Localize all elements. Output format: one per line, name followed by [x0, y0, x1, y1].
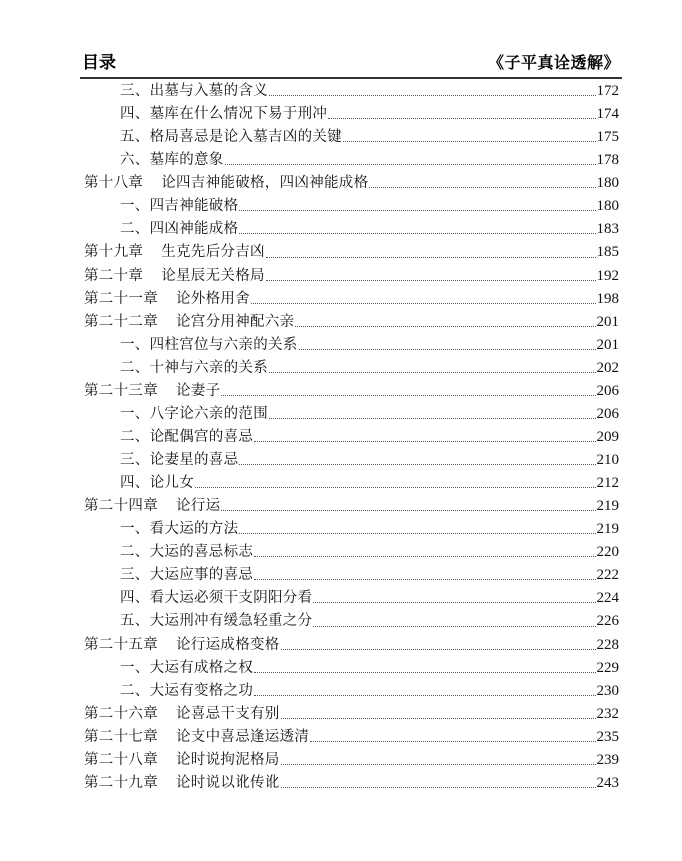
- page-number: 172: [596, 83, 619, 100]
- page-number: 175: [596, 129, 619, 146]
- dot-leader: [295, 325, 595, 327]
- chapter-title: 论时说以讹传讹: [176, 774, 280, 791]
- toc-section-entry[interactable]: [84, 126, 619, 149]
- page-number: 243: [596, 774, 619, 791]
- chapter-number: 第十九章: [84, 244, 144, 261]
- chapter-title: 论时说拘泥格局: [176, 751, 280, 768]
- toc-section-entry[interactable]: [84, 518, 619, 541]
- toc-entry-label: [84, 311, 294, 334]
- toc-section-entry[interactable]: [84, 472, 619, 495]
- toc-section-entry[interactable]: [84, 587, 619, 610]
- page-number: 183: [596, 221, 619, 238]
- page-number: 192: [596, 267, 619, 284]
- toc-chapter-entry[interactable]: [84, 265, 619, 288]
- dot-leader: [266, 256, 596, 258]
- toc-chapter-entry[interactable]: [84, 634, 619, 657]
- chapter-number: 第二十九章: [84, 774, 158, 791]
- dot-leader: [343, 140, 596, 142]
- page-number: 220: [596, 544, 619, 561]
- page-number: 201: [596, 313, 619, 330]
- dot-leader: [254, 694, 595, 696]
- chapter-number: 第十八章: [84, 175, 144, 192]
- dot-leader: [239, 532, 595, 534]
- toc-entry-label: 二、十神与六亲的关系: [120, 359, 268, 376]
- chapter-number: 第二十二章: [84, 313, 158, 330]
- chapter-title: 生克先后分吉凶: [161, 244, 265, 261]
- dot-leader: [310, 740, 595, 742]
- toc-section-entry[interactable]: [84, 334, 619, 357]
- toc-entry-label: [84, 288, 250, 311]
- chapter-title: 论外格用舍: [176, 290, 250, 307]
- toc-section-entry[interactable]: [84, 357, 619, 380]
- toc-entry-label: 二、大运有变格之功: [120, 682, 254, 699]
- toc-entry-label: 二、四凶神能成格: [120, 221, 239, 238]
- page-number: 178: [596, 152, 619, 169]
- dot-leader: [269, 371, 596, 373]
- toc-entry-label: 四、看大运必须干支阴阳分看: [120, 590, 313, 607]
- dot-leader: [254, 578, 595, 580]
- chapter-number: 第二十五章: [84, 636, 158, 653]
- chapter-title: 论宫分用神配六亲: [176, 313, 295, 330]
- toc-chapter-entry[interactable]: [84, 772, 619, 795]
- page-number: 202: [596, 359, 619, 376]
- toc-entry-label: [84, 703, 280, 726]
- chapter-title: 论行运成格变格: [176, 636, 280, 653]
- toc-entry-label: [84, 749, 280, 772]
- toc-entry-label: 三、出墓与入墓的含义: [120, 83, 268, 100]
- toc-entry-label: [84, 495, 220, 518]
- toc-section-entry[interactable]: [84, 149, 619, 172]
- page-number: 180: [596, 198, 619, 215]
- page-number: 232: [596, 705, 619, 722]
- page-number: 229: [596, 659, 619, 676]
- toc-entry-label: 一、大运有成格之权: [120, 659, 254, 676]
- chapter-number: 第二十三章: [84, 382, 158, 399]
- chapter-title: 论妻子: [176, 382, 221, 399]
- dot-leader: [221, 509, 595, 511]
- toc-chapter-entry[interactable]: [84, 703, 619, 726]
- page-number: 174: [596, 106, 619, 123]
- dot-leader: [299, 348, 596, 350]
- dot-leader: [269, 417, 596, 419]
- toc-entry-label: 五、格局喜忌是论入墓吉凶的关键: [120, 129, 342, 146]
- toc-section-entry[interactable]: [84, 195, 619, 218]
- toc-section-entry[interactable]: [84, 103, 619, 126]
- toc-section-entry[interactable]: [84, 426, 619, 449]
- dot-leader: [269, 94, 596, 96]
- chapter-title: 论支中喜忌逢运透清: [176, 728, 310, 745]
- page-number: 212: [596, 475, 619, 492]
- page-number: 226: [596, 613, 619, 630]
- dot-leader: [221, 394, 595, 396]
- toc-section-entry[interactable]: [84, 680, 619, 703]
- dot-leader: [313, 601, 595, 603]
- dot-leader: [369, 186, 595, 188]
- toc-entry-label: [84, 380, 220, 403]
- page-header: [82, 52, 620, 76]
- page-number: 228: [596, 636, 619, 653]
- toc-section-entry[interactable]: [84, 564, 619, 587]
- chapter-title: 论行运: [176, 498, 221, 515]
- chapter-number: 第二十章: [84, 267, 144, 284]
- page-number: 185: [596, 244, 619, 261]
- toc-entry-label: 六、墓库的意象: [120, 152, 224, 169]
- dot-leader: [281, 648, 596, 650]
- header-rule: [80, 77, 622, 79]
- dot-leader: [254, 671, 595, 673]
- chapter-number: 第二十八章: [84, 751, 158, 768]
- toc-chapter-entry[interactable]: [84, 311, 619, 334]
- chapter-number: 第二十七章: [84, 728, 158, 745]
- page-number: 198: [596, 290, 619, 307]
- toc-chapter-entry[interactable]: [84, 749, 619, 772]
- toc-section-entry[interactable]: [84, 218, 619, 241]
- toc-entry-label: 三、论妻星的喜忌: [120, 452, 239, 469]
- toc-entry-label: 二、论配偶宫的喜忌: [120, 428, 254, 445]
- dot-leader: [313, 625, 595, 627]
- dot-leader: [281, 786, 596, 788]
- chapter-title: 论星辰无关格局: [161, 267, 265, 284]
- toc-section-entry[interactable]: [84, 403, 619, 426]
- page-number: 222: [596, 567, 619, 584]
- page-number: 219: [596, 498, 619, 515]
- page-number: 235: [596, 728, 619, 745]
- toc-section-entry[interactable]: [84, 541, 619, 564]
- page-number: 230: [596, 682, 619, 699]
- toc-entry-label: [84, 241, 265, 264]
- dot-leader: [254, 440, 595, 442]
- toc-chapter-entry[interactable]: [84, 380, 619, 403]
- page-number: 180: [596, 175, 619, 192]
- chapter-title: 论四吉神能破格，四凶神能成格: [161, 175, 369, 192]
- page-number: 219: [596, 521, 619, 538]
- toc-entry-label: [84, 265, 265, 288]
- toc-chapter-entry[interactable]: [84, 495, 619, 518]
- chapter-title: 论喜忌干支有别: [176, 705, 280, 722]
- book-title: 《子平真诠透解》: [487, 53, 620, 72]
- dot-leader: [254, 555, 595, 557]
- chapter-number: 第二十四章: [84, 498, 158, 515]
- dot-leader: [266, 279, 596, 281]
- toc-entry-label: 四、论儿女: [120, 475, 194, 492]
- dot-leader: [281, 717, 596, 719]
- page-number: 201: [596, 336, 619, 353]
- toc-entry-label: 三、大运应事的喜忌: [120, 567, 254, 584]
- dot-leader: [239, 209, 595, 211]
- toc-entry-label: [84, 726, 309, 749]
- toc-section-entry[interactable]: [84, 449, 619, 472]
- dot-leader: [239, 463, 595, 465]
- toc-entry-label: [84, 772, 280, 795]
- page-number: 224: [596, 590, 619, 607]
- toc-entry-label: 一、四吉神能破格: [120, 198, 239, 215]
- toc-entry-label: 一、四柱宫位与六亲的关系: [120, 336, 298, 353]
- toc-heading: 目录: [82, 53, 116, 73]
- toc-entry-label: [84, 634, 280, 657]
- toc-section-entry[interactable]: [84, 657, 619, 680]
- dot-leader: [281, 763, 596, 765]
- toc-chapter-entry[interactable]: [84, 172, 619, 195]
- toc-section-entry[interactable]: [84, 80, 619, 103]
- page-number: 239: [596, 751, 619, 768]
- toc-entry-label: 五、大运刑冲有缓急轻重之分: [120, 613, 313, 630]
- toc-entry-label: 一、看大运的方法: [120, 521, 239, 538]
- page-number: 209: [596, 428, 619, 445]
- toc-entry-label: 二、大运的喜忌标志: [120, 544, 254, 561]
- chapter-number: 第二十一章: [84, 290, 158, 307]
- toc-entry-label: 四、墓库在什么情况下易于刑冲: [120, 106, 328, 123]
- dot-leader: [251, 302, 596, 304]
- page-number: 210: [596, 452, 619, 469]
- toc-chapter-entry[interactable]: [84, 726, 619, 749]
- table-of-contents: [84, 80, 619, 795]
- toc-section-entry[interactable]: [84, 610, 619, 633]
- dot-leader: [328, 117, 595, 119]
- toc-chapter-entry[interactable]: [84, 241, 619, 264]
- toc-entry-label: 一、八字论六亲的范围: [120, 405, 268, 422]
- dot-leader: [225, 163, 596, 165]
- page-number: 206: [596, 405, 619, 422]
- toc-entry-label: [84, 172, 368, 195]
- page-number: 206: [596, 382, 619, 399]
- toc-chapter-entry[interactable]: [84, 288, 619, 311]
- chapter-number: 第二十六章: [84, 705, 158, 722]
- dot-leader: [239, 232, 595, 234]
- dot-leader: [195, 486, 596, 488]
